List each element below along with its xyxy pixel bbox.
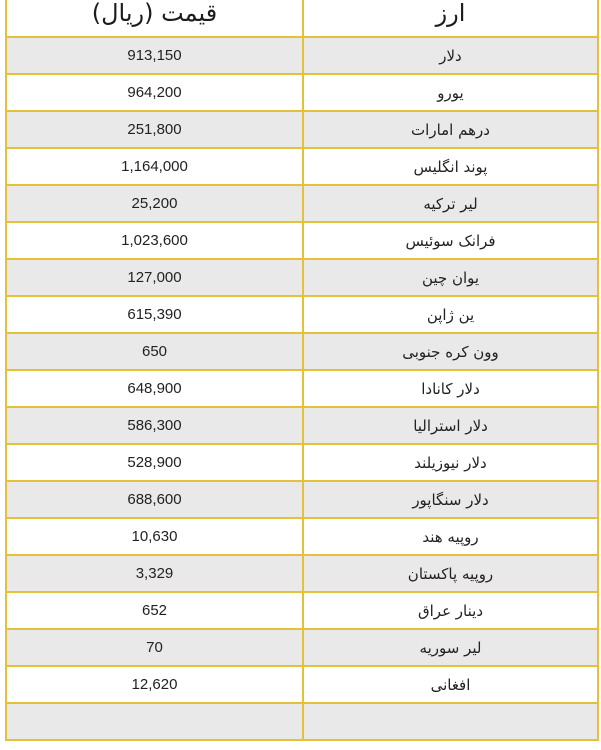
currency-name-cell: لیر سوریه bbox=[303, 629, 598, 666]
currency-name-cell: افغانی bbox=[303, 666, 598, 703]
table-row bbox=[6, 518, 598, 555]
currency-name-cell: دلار کانادا bbox=[303, 370, 598, 407]
price-column-header: قیمت (ریال) bbox=[6, 0, 303, 37]
table-row bbox=[6, 666, 598, 703]
table-row bbox=[6, 185, 598, 222]
currency-name-cell: دلار نیوزیلند bbox=[303, 444, 598, 481]
price-cell bbox=[6, 703, 303, 740]
price-cell: 615,390 bbox=[6, 296, 303, 333]
table-row bbox=[6, 333, 598, 370]
table-row bbox=[6, 222, 598, 259]
table-row bbox=[6, 555, 598, 592]
currency-name-cell: فرانک سوئیس bbox=[303, 222, 598, 259]
price-cell: 25,200 bbox=[6, 185, 303, 222]
price-cell: 251,800 bbox=[6, 111, 303, 148]
currency-name-cell: وون کره جنوبی bbox=[303, 333, 598, 370]
table-row bbox=[6, 629, 598, 666]
table-row bbox=[6, 592, 598, 629]
price-cell: 650 bbox=[6, 333, 303, 370]
table-row bbox=[6, 148, 598, 185]
currency-name-cell: روپیه پاکستان bbox=[303, 555, 598, 592]
table-row bbox=[6, 259, 598, 296]
table-row bbox=[6, 444, 598, 481]
table-row bbox=[6, 37, 598, 74]
exchange-rate-table bbox=[5, 0, 599, 741]
currency-name-cell: پوند انگلیس bbox=[303, 148, 598, 185]
header-row bbox=[6, 0, 598, 37]
price-cell: 3,329 bbox=[6, 555, 303, 592]
currency-name-cell: ین ژاپن bbox=[303, 296, 598, 333]
currency-name-cell: یوان چین bbox=[303, 259, 598, 296]
currency-column-header: ارز bbox=[303, 0, 598, 37]
table-body bbox=[6, 37, 598, 740]
price-cell: 688,600 bbox=[6, 481, 303, 518]
price-cell: 528,900 bbox=[6, 444, 303, 481]
currency-name-cell: روپیه هند bbox=[303, 518, 598, 555]
currency-name-cell: لیر ترکیه bbox=[303, 185, 598, 222]
price-cell: 964,200 bbox=[6, 74, 303, 111]
table-row bbox=[6, 111, 598, 148]
table-row bbox=[6, 74, 598, 111]
currency-name-cell: دلار bbox=[303, 37, 598, 74]
price-cell: 10,630 bbox=[6, 518, 303, 555]
table-row bbox=[6, 407, 598, 444]
price-cell: 127,000 bbox=[6, 259, 303, 296]
currency-name-cell: دلار استرالیا bbox=[303, 407, 598, 444]
table-header bbox=[6, 0, 598, 37]
currency-name-cell: دلار سنگاپور bbox=[303, 481, 598, 518]
currency-name-cell: یورو bbox=[303, 74, 598, 111]
currency-name-cell: درهم امارات bbox=[303, 111, 598, 148]
table-row bbox=[6, 703, 598, 740]
currency-name-cell: دینار عراق bbox=[303, 592, 598, 629]
price-cell: 648,900 bbox=[6, 370, 303, 407]
currency-name-cell bbox=[303, 703, 598, 740]
price-cell: 1,164,000 bbox=[6, 148, 303, 185]
table-row bbox=[6, 296, 598, 333]
price-cell: 586,300 bbox=[6, 407, 303, 444]
price-cell: 913,150 bbox=[6, 37, 303, 74]
price-cell: 652 bbox=[6, 592, 303, 629]
table-row bbox=[6, 370, 598, 407]
table-row bbox=[6, 481, 598, 518]
price-cell: 70 bbox=[6, 629, 303, 666]
price-cell: 1,023,600 bbox=[6, 222, 303, 259]
price-cell: 12,620 bbox=[6, 666, 303, 703]
